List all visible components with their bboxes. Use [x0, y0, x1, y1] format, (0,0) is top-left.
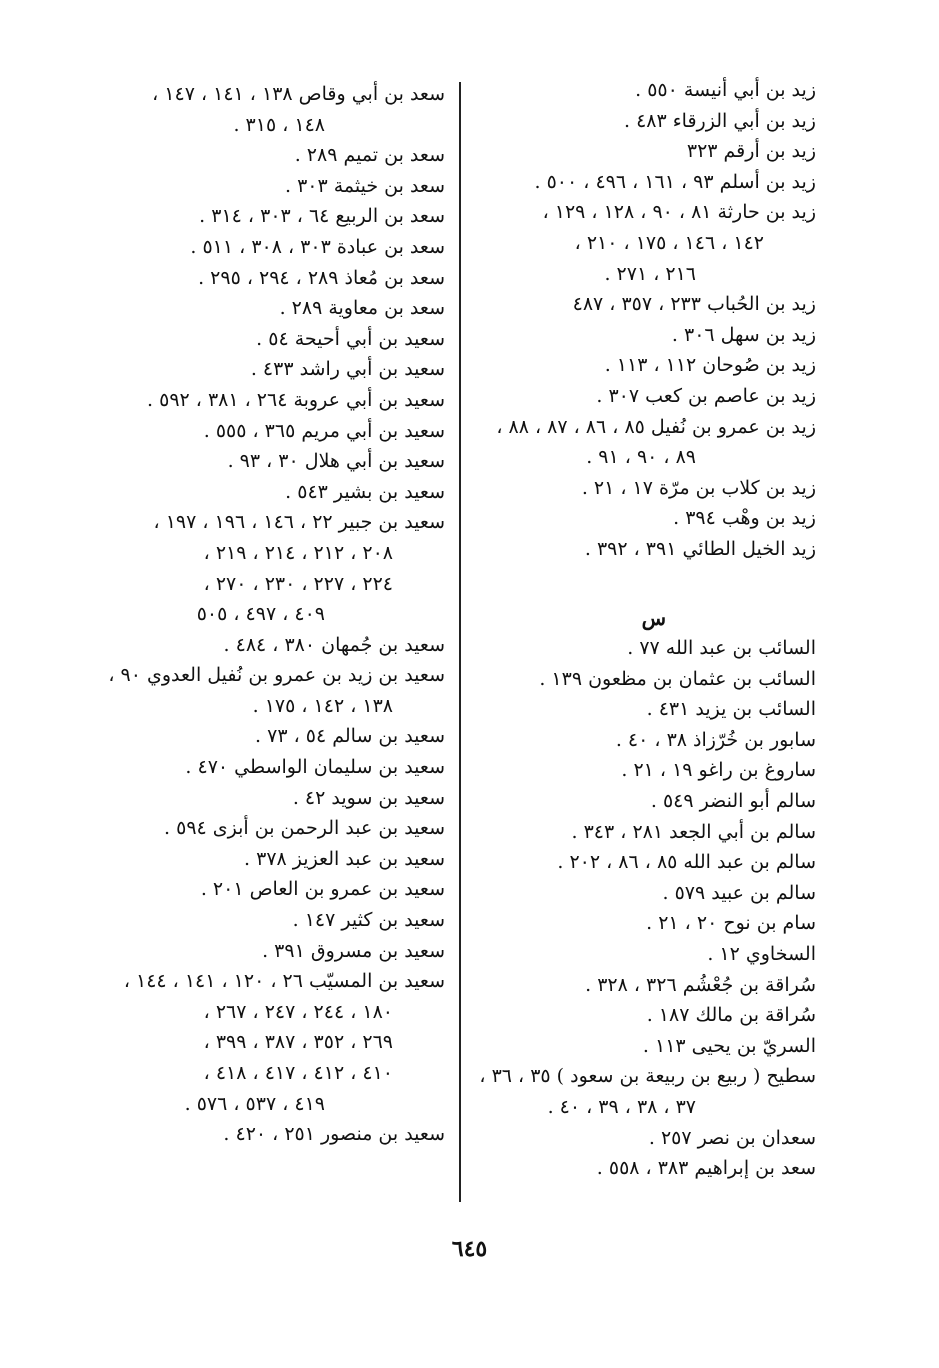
index-entry: سعيد بن زيد بن عمرو بن نُفيل العدوي ٩٠ ، — [108, 664, 445, 687]
index-entry-continuation: ٤٠٩ ، ٤٩٧ ، ٥٠٥ — [196, 603, 325, 626]
index-entry: سُراقة بن جُعْشُم ٣٢٦ ، ٣٢٨ . — [585, 973, 816, 996]
index-entry-continuation: ١٤٨ ، ٣١٥ . — [233, 113, 325, 136]
index-entry: زيد بن سهل ٣٠٦ . — [671, 323, 816, 346]
letter-heading: س — [641, 605, 666, 630]
index-entry: زيد بن أبي أنيسة ٥٥٠ . — [635, 79, 816, 101]
index-entry-continuation: ١٨٠ ، ٢٤٤ ، ٢٤٧ ، ٢٦٧ ، — [203, 1000, 393, 1023]
index-entry: سالم أبو النضر ٥٤٩ . — [650, 790, 816, 813]
index-entry: سعيد بن جبير ٢٢ ، ١٤٦ ، ١٩٦ ، ١٩٧ ، — [153, 511, 445, 534]
index-entry: سالم بن عبد الله ٨٥ ، ٨٦ ، ٢٠٢ . — [557, 851, 816, 874]
index-entry: سعيد بن كثير ١٤٧ . — [292, 909, 445, 932]
index-entry: سعيد بن أبي عروبة ٢٦٤ ، ٣٨١ ، ٥٩٢ . — [147, 388, 445, 411]
index-entry: سعيد بن مسروق ٣٩١ . — [262, 939, 445, 962]
index-entry: سعيد بن سليمان الواسطي ٤٧٠ . — [185, 756, 445, 779]
index-entry: سعيد بن عبد الرحمن بن أبزى ٥٩٤ . — [164, 817, 445, 840]
right-column — [478, 75, 816, 1184]
column-divider — [459, 82, 461, 1202]
section-gap — [478, 565, 816, 603]
index-entry: زيد بن الحُباب ٢٣٣ ، ٣٥٧ ، ٤٨٧ — [572, 293, 816, 316]
index-entry: سعد بن أبي وقاص ١٣٨ ، ١٤١ ، ١٤٧ ، — [152, 83, 445, 105]
index-entry-continuation: ٤١٠ ، ٤١٢ ، ٤١٧ ، ٤١٨ ، — [203, 1062, 393, 1084]
index-entry-continuation: ١٤٢ ، ١٤٦ ، ١٧٥ ، ٢١٠ ، — [574, 231, 764, 254]
index-entry: سعيد بن بشير ٥٤٣ . — [285, 480, 445, 503]
index-entry: زيد بن أرقم ٣٢٣ — [686, 140, 816, 163]
index-entry: سعد بن مُعاذ ٢٨٩ ، ٢٩٤ ، ٢٩٥ . — [198, 266, 445, 289]
index-entry: سعيد بن أبي أحيحة ٥٤ . — [256, 327, 445, 350]
index-entry: سعد بن الربيع ٦٤ ، ٣٠٣ ، ٣١٤ . — [199, 205, 445, 228]
index-entry: زيد الخيل الطائي ٣٩١ ، ٣٩٢ . — [584, 537, 816, 560]
page-number: ٦٤٥ — [451, 1236, 488, 1262]
index-entry: زيد بن وهْب ٣٩٤ . — [673, 507, 816, 530]
index-entry: السائب بن عثمان بن مظعون ١٣٩ . — [539, 667, 816, 690]
index-entry: زيد بن عاصم بن كعب ٣٠٧ . — [596, 384, 816, 407]
index-entry-continuation: ٢١٦ ، ٢٧١ . — [604, 262, 696, 285]
index-entry: السريّ بن يحيى ١١٣ . — [642, 1034, 816, 1057]
index-entry: سعد بن معاوية ٢٨٩ . — [279, 297, 445, 320]
index-entry-continuation: ٢٦٩ ، ٣٥٢ ، ٣٨٧ ، ٣٩٩ ، — [203, 1031, 393, 1054]
index-entry-continuation: ٣٧ ، ٣٨ ، ٣٩ ، ٤٠ . — [547, 1096, 696, 1118]
index-entry: سعيد بن جُمهان ٣٨٠ ، ٤٨٤ . — [223, 633, 445, 656]
index-entry: زيد بن أسلم ٩٣ ، ١٦١ ، ٤٩٦ ، ٥٠٠ . — [534, 170, 816, 193]
index-entry: زيد بن عمرو بن نُفيل ٨٥ ، ٨٦ ، ٨٧ ، ٨٨ ، — [496, 415, 816, 438]
index-entry: سطيح ( ربيع بن ربيعة بن سعود ) ٣٥ ، ٣٦ ، — [479, 1065, 816, 1088]
index-entry-continuation: ٤١٩ ، ٥٣٧ ، ٥٧٦ . — [184, 1092, 325, 1115]
index-entry: سعد بن عبادة ٣٠٣ ، ٣٠٨ ، ٥١١ . — [190, 235, 445, 258]
index-entry: سعيد بن المسيّب ٢٦ ، ١٢٠ ، ١٤١ ، ١٤٤ ، — [123, 970, 445, 993]
index-entry: سُراقة بن مالك ١٨٧ . — [646, 1004, 816, 1027]
index-entry: سعيد بن سالم ٥٤ ، ٧٣ . — [255, 725, 445, 748]
index-entry: السخاوي ١٢ . — [707, 943, 816, 966]
left-column — [100, 79, 445, 1150]
index-entry: سابور بن خُرّزاذ ٣٨ ، ٤٠ . — [615, 728, 816, 751]
index-entry: سعيد بن سويد ٤٢ . — [292, 786, 445, 809]
index-entry: زيد بن كلاب بن مرّة ١٧ ، ٢١ . — [581, 476, 816, 499]
index-entry: سالم بن أبي الجعد ٢٨١ ، ٣٤٣ . — [571, 820, 816, 843]
index-entry-continuation: ٢٠٨ ، ٢١٢ ، ٢١٤ ، ٢١٩ ، — [203, 541, 393, 564]
index-entry: سعيد بن أبي مريم ٣٦٥ ، ٥٥٥ . — [203, 419, 445, 442]
index-entry: سعد بن خيثمة ٣٠٣ . — [284, 174, 445, 197]
index-entry: زيد بن أبي الزرقاء ٤٨٣ . — [623, 109, 816, 132]
index-entry: سعد بن تميم ٢٨٩ . — [294, 144, 445, 167]
index-entry: سعيد بن أبي هلال ٣٠ ، ٩٣ . — [227, 450, 445, 473]
index-entry: سالم بن عبيد ٥٧٩ . — [662, 881, 816, 904]
index-entry: زيد بن صُوحان ١١٢ ، ١١٣ . — [604, 354, 816, 377]
index-entry: سعيد بن عبد العزيز ٣٧٨ . — [244, 847, 445, 870]
index-entry-continuation: ١٣٨ ، ١٤٢ ، ١٧٥ . — [252, 694, 393, 717]
index-entry: زيد بن حارثة ٨١ ، ٩٠ ، ١٢٨ ، ١٢٩ ، — [542, 201, 816, 224]
index-entry-continuation: ٨٩ ، ٩٠ ، ٩١ . — [586, 446, 696, 469]
index-entry: سعد بن إبراهيم ٣٨٣ ، ٥٥٨ . — [596, 1157, 816, 1180]
index-entry: سعدان بن نصر ٢٥٧ . — [648, 1126, 816, 1149]
index-entry: السائب بن يزيد ٤٣١ . — [646, 698, 816, 721]
index-entry: سعيد بن عمرو بن العاص ٢٠١ . — [200, 878, 445, 901]
index-entry: ساروغ بن راغو ١٩ ، ٢١ . — [621, 759, 816, 782]
index-entry: سعيد بن منصور ٢٥١ ، ٤٢٠ . — [223, 1123, 445, 1146]
index-entry: سعيد بن أبي راشد ٤٣٣ . — [250, 358, 445, 381]
index-entry: السائب بن عبد الله ٧٧ . — [627, 637, 816, 660]
index-entry: سام بن نوح ٢٠ ، ٢١ . — [646, 912, 816, 935]
index-entry-continuation: ٢٢٤ ، ٢٢٧ ، ٢٣٠ ، ٢٧٠ ، — [203, 572, 393, 595]
